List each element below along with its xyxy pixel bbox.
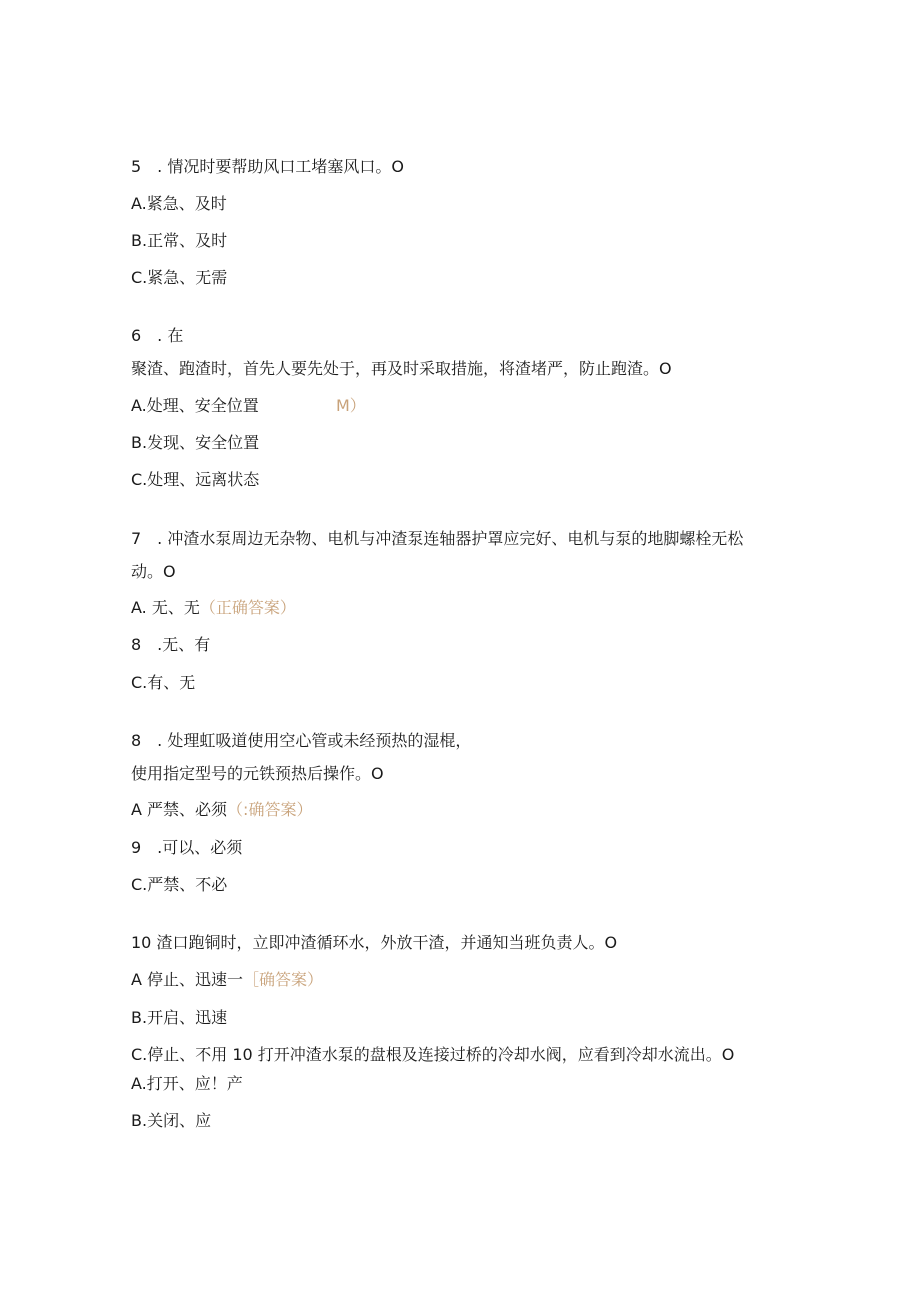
- question-6-option-a: A.处理、安全位置: [131, 396, 259, 415]
- question-6-number: 6 . 在: [131, 326, 184, 345]
- question-11-option-a: A.打开、应！产: [131, 1074, 243, 1093]
- question-7-option-a-label: A. 无、无: [131, 598, 200, 617]
- question-10-option-a-label: A 停止、迅速一: [131, 970, 244, 989]
- question-8-option-c: C.严禁、不必: [131, 875, 228, 894]
- question-8-answer-hint: （:确答案）: [227, 800, 313, 819]
- question-5-text: 5 . 情况时要帮助风口工堵塞风口。O: [131, 157, 404, 176]
- question-10-option-a: [131, 969, 323, 991]
- question-7-text-cont: 动。O: [131, 562, 176, 581]
- question-5-option-c: C.紧急、无需: [131, 268, 228, 287]
- question-7-option-b: 8 .无、有: [131, 635, 211, 654]
- question-10-option-b: B.开启、迅速: [131, 1008, 228, 1027]
- question-6-text: 聚渣、跑渣时，首先人要先处于，再及时采取措施，将渣堵严，防止跑渣。O: [131, 359, 672, 378]
- question-8-option-a: [131, 799, 312, 821]
- question-7-option-a: [131, 597, 296, 619]
- question-11-option-b: B.关闭、应: [131, 1111, 212, 1130]
- question-6-option-a-hint: M）: [336, 396, 366, 415]
- question-8-text: 8 . 处理虹吸道使用空心管或未经预热的湿棍，: [131, 731, 472, 750]
- question-6-option-b: B.发现、安全位置: [131, 433, 260, 452]
- question-10-option-c: C.停止、不用 10 打开冲渣水泵的盘根及连接过桥的冷却水阀，应看到冷却水流出。O: [131, 1045, 735, 1064]
- question-8-text-cont: 使用指定型号的元铁预热后操作。O: [131, 764, 384, 783]
- question-5-option-a: A.紧急、及时: [131, 194, 227, 213]
- question-7-answer-hint: （正确答案）: [199, 598, 296, 617]
- question-8-option-b: 9 .可以、必须: [131, 838, 243, 857]
- question-7-text: 7 . 冲渣水泵周边无杂物、电机与冲渣泵连轴器护罩应完好、电机与泵的地脚螺栓无松: [131, 529, 744, 548]
- question-5-option-b: B.正常、及时: [131, 231, 228, 250]
- question-8-option-a-label: A 严禁、必须: [131, 800, 228, 819]
- question-10-text: 10 渣口跑铜时，立即冲渣循环水，外放干渣，并通知当班负责人。O: [131, 933, 618, 952]
- question-7-option-c: C.有、无: [131, 673, 196, 692]
- question-10-answer-hint: ［确答案）: [243, 970, 324, 989]
- question-6-option-c: C.处理、远离状态: [131, 470, 260, 489]
